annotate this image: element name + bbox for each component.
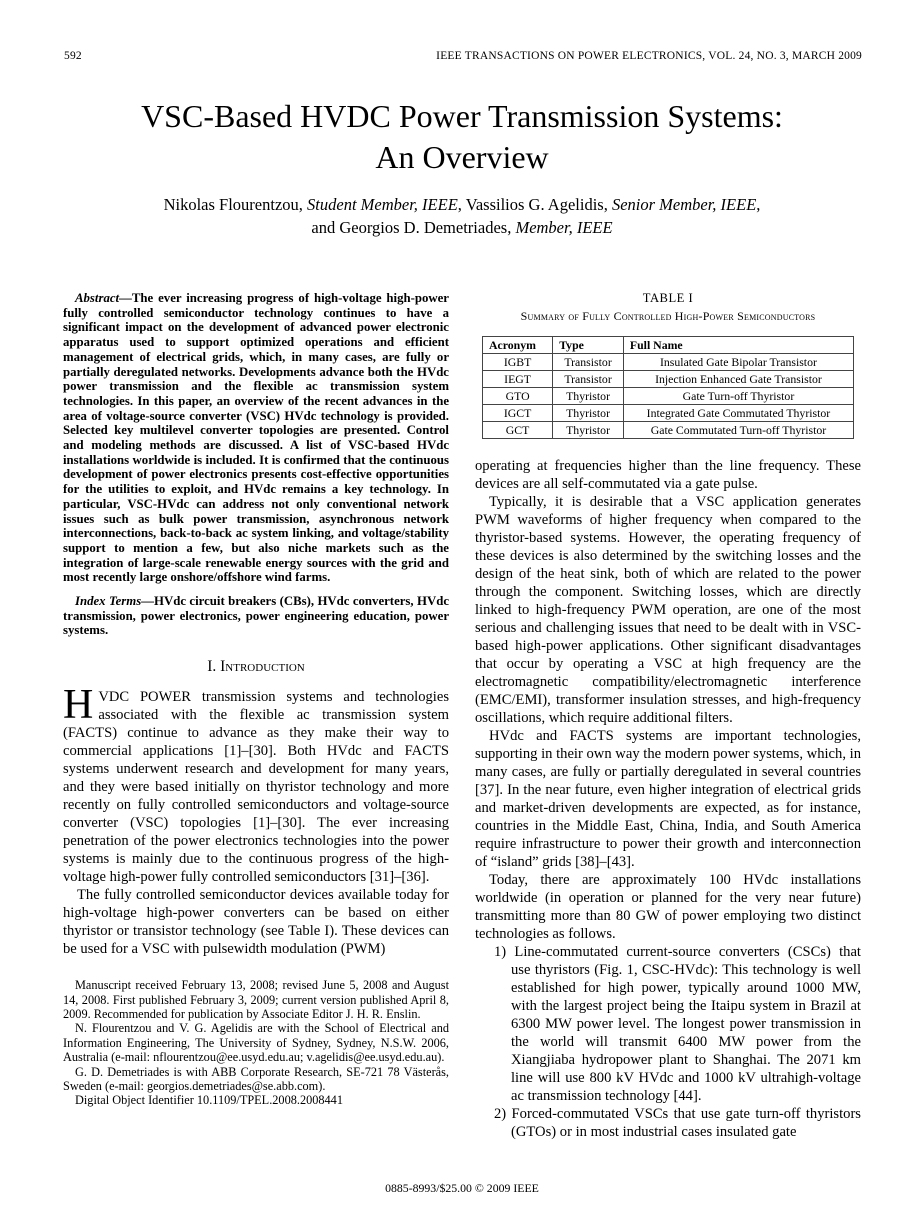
cell-type: Thyristor bbox=[553, 388, 624, 405]
author-name: Nikolas Flourentzou, bbox=[163, 195, 308, 214]
table-row bbox=[483, 371, 854, 388]
journal-title: IEEE TRANSACTIONS ON POWER ELECTRONICS, VOL. 24, NO. 3, MARCH 2009 bbox=[436, 50, 862, 62]
abstract bbox=[63, 291, 449, 585]
intro-lead-caps: VDC POWER bbox=[98, 689, 192, 706]
table-row bbox=[483, 388, 854, 405]
table-1-block bbox=[475, 291, 861, 439]
author-role: Member, IEEE bbox=[515, 218, 613, 237]
list-item-2-number: 2) bbox=[494, 1106, 507, 1122]
list-item-1-text: Line-commutated current-source converters (CSCs) that use thyristors (Fig. 1, CSC-HVdc): This technology is well established for high power, typically around 1000 MW, with the largest project being the Itaipu system in Brazil at 6300 MW power level. The longest power transmission in the world will transmit 6400 MW power from the Xiangjiaba hydropower plant to Shanghai. The 2071 km line will use 800 kV HVdc and 1000 kV ultrahigh-voltage ac transmission technology [44]. bbox=[511, 944, 861, 1104]
footnote-block bbox=[63, 978, 449, 1108]
intro-paragraph-1 bbox=[63, 682, 449, 886]
footnote-doi: Digital Object Identifier 10.1109/TPEL.2008.2008441 bbox=[75, 1093, 343, 1108]
cell-full-name: Gate Turn-off Thyristor bbox=[623, 388, 853, 405]
author-line-1 bbox=[0, 193, 924, 216]
technology-list bbox=[475, 943, 861, 1141]
right-column bbox=[475, 291, 861, 1141]
right-paragraph-3: HVdc and FACTS systems are important technologies, supporting in their own way the modern power systems, which, in many cases, are fully or partially deregulated in several countries [37]. In the near future, even higher integration of electrical grids and market-driven developments are expected, as for instance, countries in the Middle East, China, India, and South America require infrastructure to power their growth and interconnection of “island” grids [38]–[43]. bbox=[475, 728, 861, 870]
abstract-label: Abstract— bbox=[75, 291, 132, 305]
cell-acronym: IGBT bbox=[483, 354, 553, 371]
right-paragraph-4: Today, there are approximately 100 HVdc installations worldwide (in operation or planned for the very near future) transmitting more than 80 GW of power employing two distinct technologies as follows. bbox=[475, 872, 861, 942]
author-name: , Vassilios G. Agelidis, bbox=[457, 195, 612, 214]
cell-type: Thyristor bbox=[553, 405, 624, 422]
footnote-affiliation-1: N. Flourentzou and V. G. Agelidis are with the School of Electrical and Information Engineering, The University of Sydney, Sydney, N.S.W. 2006, Australia (e-mail: nflourentzou@ee.usyd.edu.au; v.agelidis@ee.usyd.edu.au). bbox=[63, 1021, 449, 1065]
index-terms-label: Index Terms— bbox=[75, 594, 155, 609]
right-paragraph-1: operating at frequencies higher than the line frequency. These devices are all self-commutated via a gate pulse. bbox=[475, 458, 861, 492]
running-header bbox=[64, 50, 862, 62]
author-separator: , bbox=[756, 195, 761, 214]
author-block bbox=[0, 193, 924, 239]
two-column-body bbox=[0, 291, 924, 1141]
col-header-full-name: Full Name bbox=[623, 337, 853, 354]
cell-full-name: Injection Enhanced Gate Transistor bbox=[623, 371, 853, 388]
cell-type: Transistor bbox=[553, 371, 624, 388]
cell-acronym: GTO bbox=[483, 388, 553, 405]
footnote-affiliation-2: G. D. Demetriades is with ABB Corporate Research, SE-721 78 Västerås, Sweden (e-mail: georgios.demetriades@se.abb.com). bbox=[63, 1064, 449, 1094]
section-heading-introduction: I. Introduction bbox=[207, 658, 305, 676]
index-terms-text: HVdc circuit breakers (CBs), HVdc converters, HVdc transmission, power electronics, power engineering education, power systems. bbox=[63, 594, 449, 638]
page-number: 592 bbox=[64, 50, 82, 62]
cell-full-name: Insulated Gate Bipolar Transistor bbox=[623, 354, 853, 371]
author-name: and Georgios D. Demetriades, bbox=[311, 218, 516, 237]
paper-title-line2: An Overview bbox=[375, 139, 549, 175]
cell-type: Thyristor bbox=[553, 422, 624, 439]
table-row bbox=[483, 354, 854, 371]
copyright-footer: 0885-8993/$25.00 © 2009 IEEE bbox=[385, 1181, 539, 1195]
cell-acronym: GCT bbox=[483, 422, 553, 439]
list-item-2-text: Forced-commutated VSCs that use gate turn-off thyristors (GTOs) or in most industrial cases insulated gate bbox=[511, 1106, 861, 1140]
paper-title-line1: VSC-Based HVDC Power Transmission Systems: bbox=[141, 98, 783, 134]
abstract-text: The ever increasing progress of high-voltage high-power fully controlled semiconductor technology continues to have a significant impact on the development of advanced power electronic apparatus used to support optimized operations and efficient management of electrical grids, which, in many cases, are fully or partially deregulated networks. Developments advance both the HVdc power transmission and the flexible ac transmission system technologies. In this paper, an overview of the recent advances in the area of voltage-source converter (VSC) HVdc technology is provided. Selected key multilevel converter topologies are presented. Control and modeling methods are discussed. A list of VSC-based HVdc installations worldwide is included. It is confirmed that the continuous development of power electronics presents cost-effective opportunities for the utilities to exploit, and HVdc remains a key technology. In particular, VSC-HVdc can address not only conventional network issues such as bulk power transmission, asynchronous network interconnections, back-to-back ac system linking, and voltage/stability support to mention a few, but also niche markets such as the integration of large-scale renewable energy sources with the grid and most recently large onshore/offshore wind farms. bbox=[63, 291, 449, 585]
list-item-1-number: 1) bbox=[494, 944, 507, 960]
cell-acronym: IEGT bbox=[483, 371, 553, 388]
table-1-caption: Summary of Fully Controlled High-Power Semiconductors bbox=[520, 309, 816, 323]
left-column bbox=[63, 291, 449, 1141]
right-paragraph-2: Typically, it is desirable that a VSC application generates PWM waveforms of higher frequency when compared to the thyristor-based systems. However, the operating frequency of these devices is also determined by the switching losses and the design of the heat sink, both of which are related to the power through the component. Switching losses, which are directly linked to high-frequency PWM operation, are one of the most serious and challenging issues that need to be dealt with in VSC-based high-power applications. Other significant disadvantages that occur by operating a VSC at high frequency are the electromagnetic compatibility/electromagnetic interference (EMC/EMI), transformer insulation stresses, and high-frequency oscillations, which require additional filters. bbox=[475, 494, 861, 726]
col-header-acronym: Acronym bbox=[483, 337, 553, 354]
list-item-2 bbox=[494, 1105, 861, 1141]
cell-full-name: Gate Commutated Turn-off Thyristor bbox=[623, 422, 853, 439]
footnote-manuscript: Manuscript received February 13, 2008; revised June 5, 2008 and August 14, 2008. First published February 3, 2009; current version published April 8, 2009. Recommended for publication by Associate Editor J. H. R. Enslin. bbox=[63, 978, 449, 1021]
intro-paragraph-1-text: transmission systems and technologies associated with the flexible ac transmission system (FACTS) continue to advance as they make their way to commercial applications [1]–[30]. Both HVdc and FACTS systems underwent research and development for many years, and they were based initially on thyristor technology and more recently on fully controlled semiconductors and voltage-source converter (VSC) topologies [1]–[30]. The ever increasing penetration of the power electronics technologies into the power systems is mainly due to the continuous progress of the high-voltage high-power fully controlled semiconductors [31]–[36]. bbox=[63, 689, 449, 886]
semiconductor-table bbox=[482, 336, 854, 439]
author-role: Student Member, IEEE bbox=[307, 195, 458, 214]
cell-type: Transistor bbox=[553, 354, 624, 371]
list-item-1 bbox=[494, 943, 861, 1105]
author-line-2 bbox=[0, 216, 924, 239]
author-role: Senior Member, IEEE bbox=[611, 195, 757, 214]
cell-acronym: IGCT bbox=[483, 405, 553, 422]
paper-title bbox=[0, 96, 924, 178]
index-terms bbox=[63, 594, 449, 638]
dropcap: H bbox=[63, 682, 94, 729]
cell-full-name: Integrated Gate Commutated Thyristor bbox=[623, 405, 853, 422]
intro-paragraph-2: The fully controlled semiconductor devices available today for high-voltage high-power converters can be based on either thyristor or transistor technology (see Table I). These devices can be used for a VSC with pulsewidth modulation (PWM) bbox=[63, 887, 449, 958]
table-1-label: TABLE I bbox=[642, 291, 694, 305]
table-row bbox=[483, 405, 854, 422]
table-header-row bbox=[483, 337, 854, 354]
col-header-type: Type bbox=[553, 337, 624, 354]
table-row bbox=[483, 422, 854, 439]
